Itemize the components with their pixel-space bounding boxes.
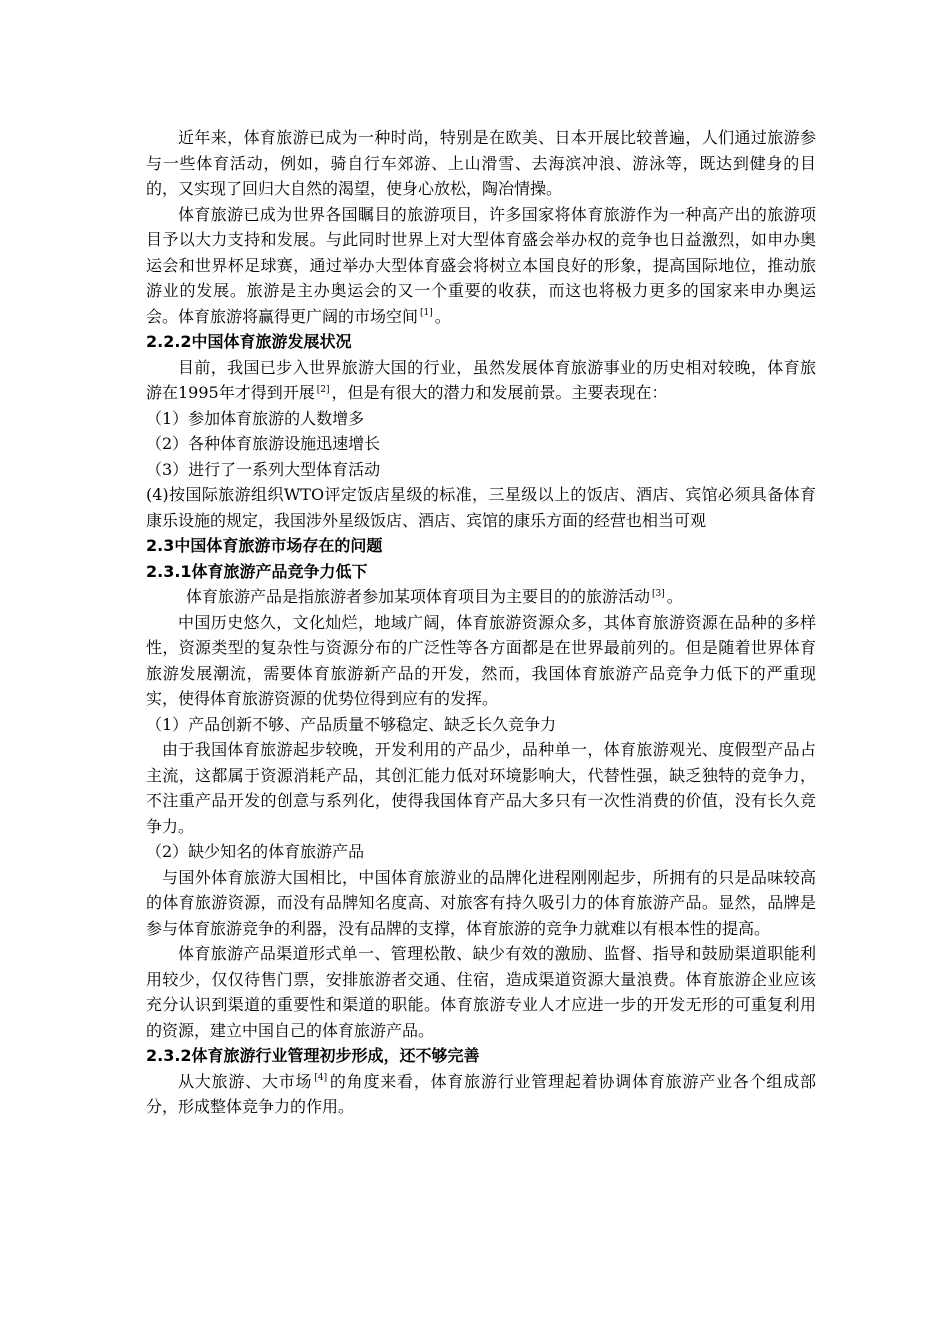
list-item-1: （1）参加体育旅游的人数增多: [146, 408, 365, 428]
subheading-2: （2）缺少知名的体育旅游产品: [146, 842, 365, 861]
paragraph-text: 目前，我国已步入世界旅游大国的行业，虽然发展体育旅游事业的历史相对较晚，体育旅游在1995年才得到开展: [146, 357, 816, 402]
heading-2-2-2: 2.2.2中国体育旅游发展状况: [146, 332, 352, 351]
citation-4: [4]: [314, 1073, 328, 1084]
paragraph-end: 。: [434, 306, 451, 326]
paragraph-china-history: 中国历史悠久，文化灿烂，地域广阔，体育旅游资源众多，其体育旅游资源在品种的多样性，资源类型的复杂性与资源分布的广泛性等各方面都是在世界最前列的。但是随着世界体育旅游发展潮流，需要体育旅游新产品的开发，然而，我国体育旅游产品竞争力低下的严重现实，使得体育旅游资源的优势位得到应有的发挥。: [146, 612, 816, 708]
citation-2: [2]: [316, 384, 330, 395]
paragraph-china-development: [146, 355, 816, 406]
paragraph-text: 从大旅游、大市场: [178, 1071, 313, 1091]
list-item-2: （2）各种体育旅游设施迅速增长: [146, 434, 381, 453]
paragraph-product-definition: [146, 584, 816, 610]
list-item-3: （3）进行了一系列大型体育活动: [146, 459, 381, 479]
heading-2-3-1: 2.3.1体育旅游产品竞争力低下: [146, 561, 368, 581]
paragraph-text: 体育旅游已成为世界各国瞩目的旅游项目，许多国家将体育旅游作为一种高产出的旅游项目予以大力支持和发展。与此同时世界上对大型体育盛会举办权的竞争也日益激烈，如申办奥运会和世界杯足球赛，通过举办大型体育盛会将树立本国良好的形象，提高国际地位，推动旅游业的发展。旅游是主办奥运会的又一个重要的收获，而这也将极力更多的国家来申办奥运会。体育旅游将赢得更广阔的市场空间: [146, 204, 816, 326]
paragraph-sports-tourism-projects: [146, 202, 816, 330]
heading-2-3: 2.3中国体育旅游市场存在的问题: [146, 536, 383, 555]
paragraph-text-continued: ，但是有很大的潜力和发展前景。主要表现在：: [331, 383, 668, 402]
paragraph-channels: 体育旅游产品渠道形式单一、管理松散、缺少有效的激励、监督、指导和鼓励渠道职能利用较少，仅仅待售门票，安排旅游者交通、住宿，造成渠道资源大量浪费。体育旅游企业应该充分认识到渠道的重要性和渠道的职能。体育旅游专业人才应进一步的开发无形的可重复利用的资源，建立中国自己的体育旅游产品。: [146, 944, 816, 1040]
paragraph-industry-management: [146, 1069, 816, 1120]
list-item-4: (4)按国际旅游组织WTO评定饭店星级的标准，三星级以上的饭店、酒店、宾馆必须具备体育康乐设施的规定，我国涉外星级饭店、酒店、宾馆的康乐方面的经营也相当可观: [146, 485, 816, 530]
citation-1: [1]: [420, 308, 433, 319]
paragraph-text: 体育旅游产品是指旅游者参加某项体育项目为主要目的的旅游活动: [186, 587, 651, 606]
subheading-1: （1）产品创新不够、产品质量不够稳定、缺乏长久竞争力: [146, 714, 557, 734]
citation-3: [3]: [652, 588, 665, 599]
paragraph-brand: 与国外体育旅游大国相比，中国体育旅游业的品牌化进程刚刚起步，所拥有的只是品味较高的体育旅游资源，而没有品牌知名度高、对旅客有持久吸引力的体育旅游产品。显然，品牌是参与体育旅游竞争的利器，没有品牌的支撑，体育旅游的竞争力就难以有根本性的提高。: [146, 867, 816, 938]
heading-2-3-2: 2.3.2体育旅游行业管理初步形成，还不够完善: [146, 1046, 480, 1065]
paragraph-late-start: 由于我国体育旅游起步较晚，开发利用的产品少，品种单一，体育旅游观光、度假型产品占主流，这都属于资源消耗产品，其创汇能力低对环境影响大，代替性强，缺乏独特的竞争力，不注重产品开发的创意与系列化，使得我国体育产品大多只有一次性消费的价值，没有长久竞争力。: [146, 740, 816, 836]
paragraph-text-continued: 的角度来看，体育旅游行业管理起着协调体育旅游产业各个组成部分，形成整体竞争力的作用。: [146, 1071, 816, 1116]
document-page: [146, 125, 816, 1120]
paragraph-end: 。: [666, 587, 683, 606]
paragraph-intro: 近年来，体育旅游已成为一种时尚，特别是在欧美、日本开展比较普遍，人们通过旅游参与一些体育活动，例如，骑自行车郊游、上山滑雪、去海滨冲浪、游泳等，既达到健身的目的，又实现了回归大自然的渴望，使身心放松，陶冶情操。: [146, 128, 816, 198]
